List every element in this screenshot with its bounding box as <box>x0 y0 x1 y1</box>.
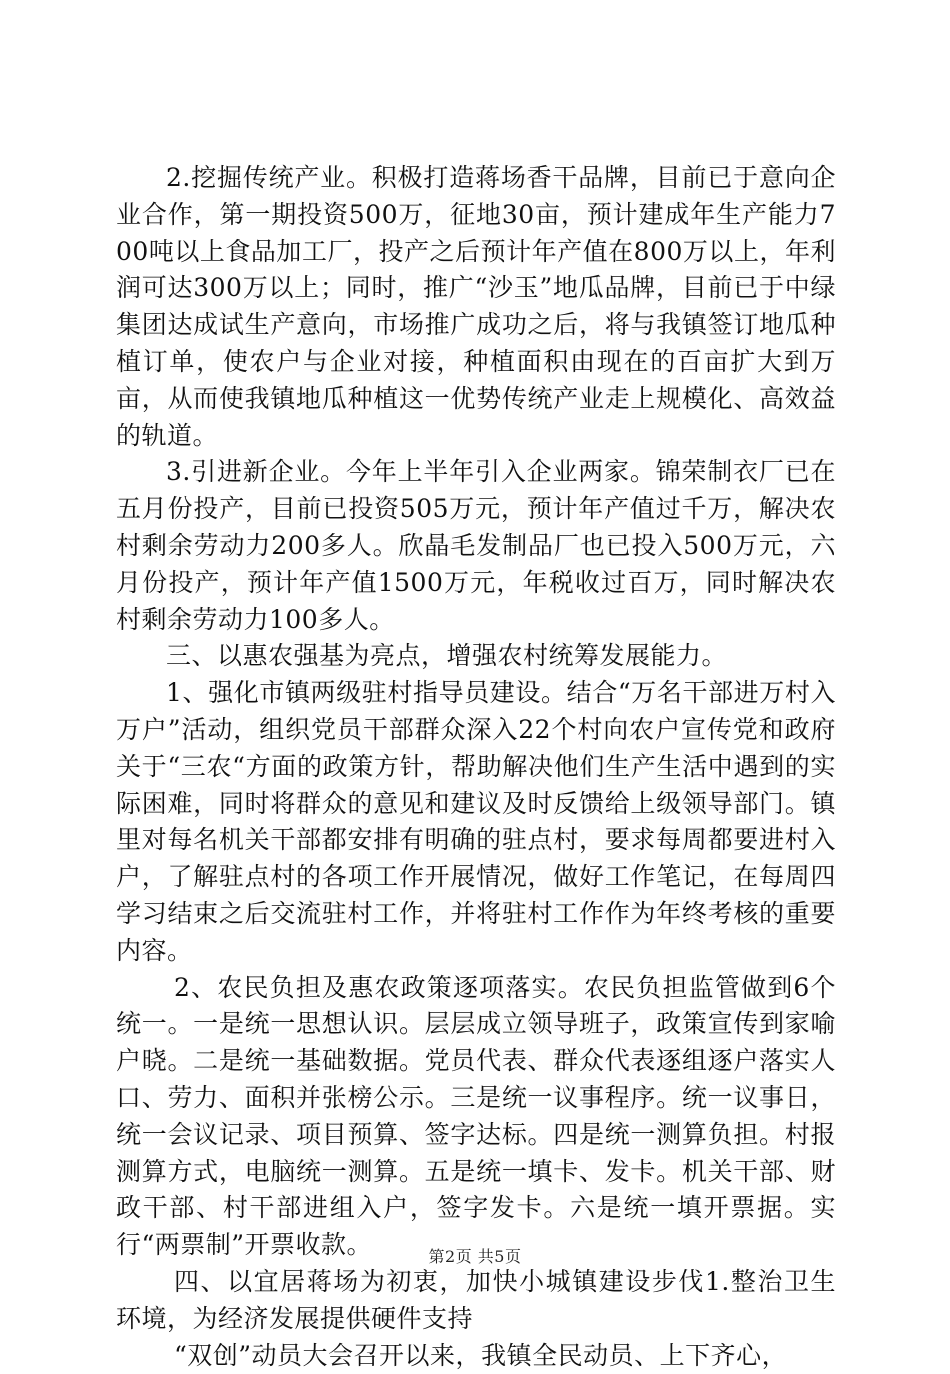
paragraph-shuangchuang: “双创”动员大会召开以来，我镇全民动员、上下齐心， <box>116 1338 836 1374</box>
section-heading-four: 四、以宜居蒋场为初衷，加快小城镇建设步伐1.整治卫生环境，为经济发展提供硬件支持 <box>116 1264 836 1338</box>
section-heading-three: 三、以惠农强基为亮点，增强农村统筹发展能力。 <box>116 638 836 675</box>
paragraph-village-instructors: 1、强化市镇两级驻村指导员建设。结合“万名干部进万村入万户”活动，组织党员干部群众深入22个村向农户宣传党和政府关于“三农“方面的政策方针，帮助解决他们生产生活中遇到的实际困难，同时将群众的意见和建议及时反馈给上级领导部门。镇里对每名机关干部都安排有明确的驻点村，要求每周都要进村入户，了解驻点村的各项工作开展情况，做好工作笔记，在每周四学习结束之后交流驻村工作，并将驻村工作作为年终考核的重要内容。 <box>116 675 836 969</box>
paragraph-traditional-industry: 2.挖掘传统产业。积极打造蒋场香干品牌，目前已于意向企业合作，第一期投资500万，征地30亩，预计建成年生产能力700吨以上食品加工厂，投产之后预计年产值在800万以上，年利润可达300万以上；同时，推广“沙玉”地瓜品牌，目前已于中绿集团达成试生产意向，市场推广成功之后，将与我镇签订地瓜种植订单，使农户与企业对接，种植面积由现在的百亩扩大到万亩，从而使我镇地瓜种植这一优势传统产业走上规模化、高效益的轨道。 <box>116 160 836 454</box>
paragraph-new-enterprises: 3.引进新企业。今年上半年引入企业两家。锦荣制衣厂已在五月份投产，目前已投资505万元，预计年产值过千万，解决农村剩余劳动力200多人。欣晶毛发制品厂也已投入500万元，六月份投产，预计年产值1500万元，年税收过百万，同时解决农村剩余劳动力100多人。 <box>116 454 836 638</box>
document-body <box>116 160 836 1374</box>
paragraph-farmer-burden: 2、农民负担及惠农政策逐项落实。农民负担监管做到6个统一。一是统一思想认识。层层成立领导班子，政策宣传到家喻户晓。二是统一基础数据。党员代表、群众代表逐组逐户落实人口、劳力、面积并张榜公示。三是统一议事程序。统一议事日，统一会议记录、项目预算、签字达标。四是统一测算负担。村报测算方式，电脑统一测算。五是统一填卡、发卡。机关干部、财政干部、村干部进组入户，签字发卡。六是统一填开票据。实行“两票制”开票收款。 <box>116 970 836 1264</box>
page-number-footer: 第2页 共5页 <box>0 1244 950 1267</box>
